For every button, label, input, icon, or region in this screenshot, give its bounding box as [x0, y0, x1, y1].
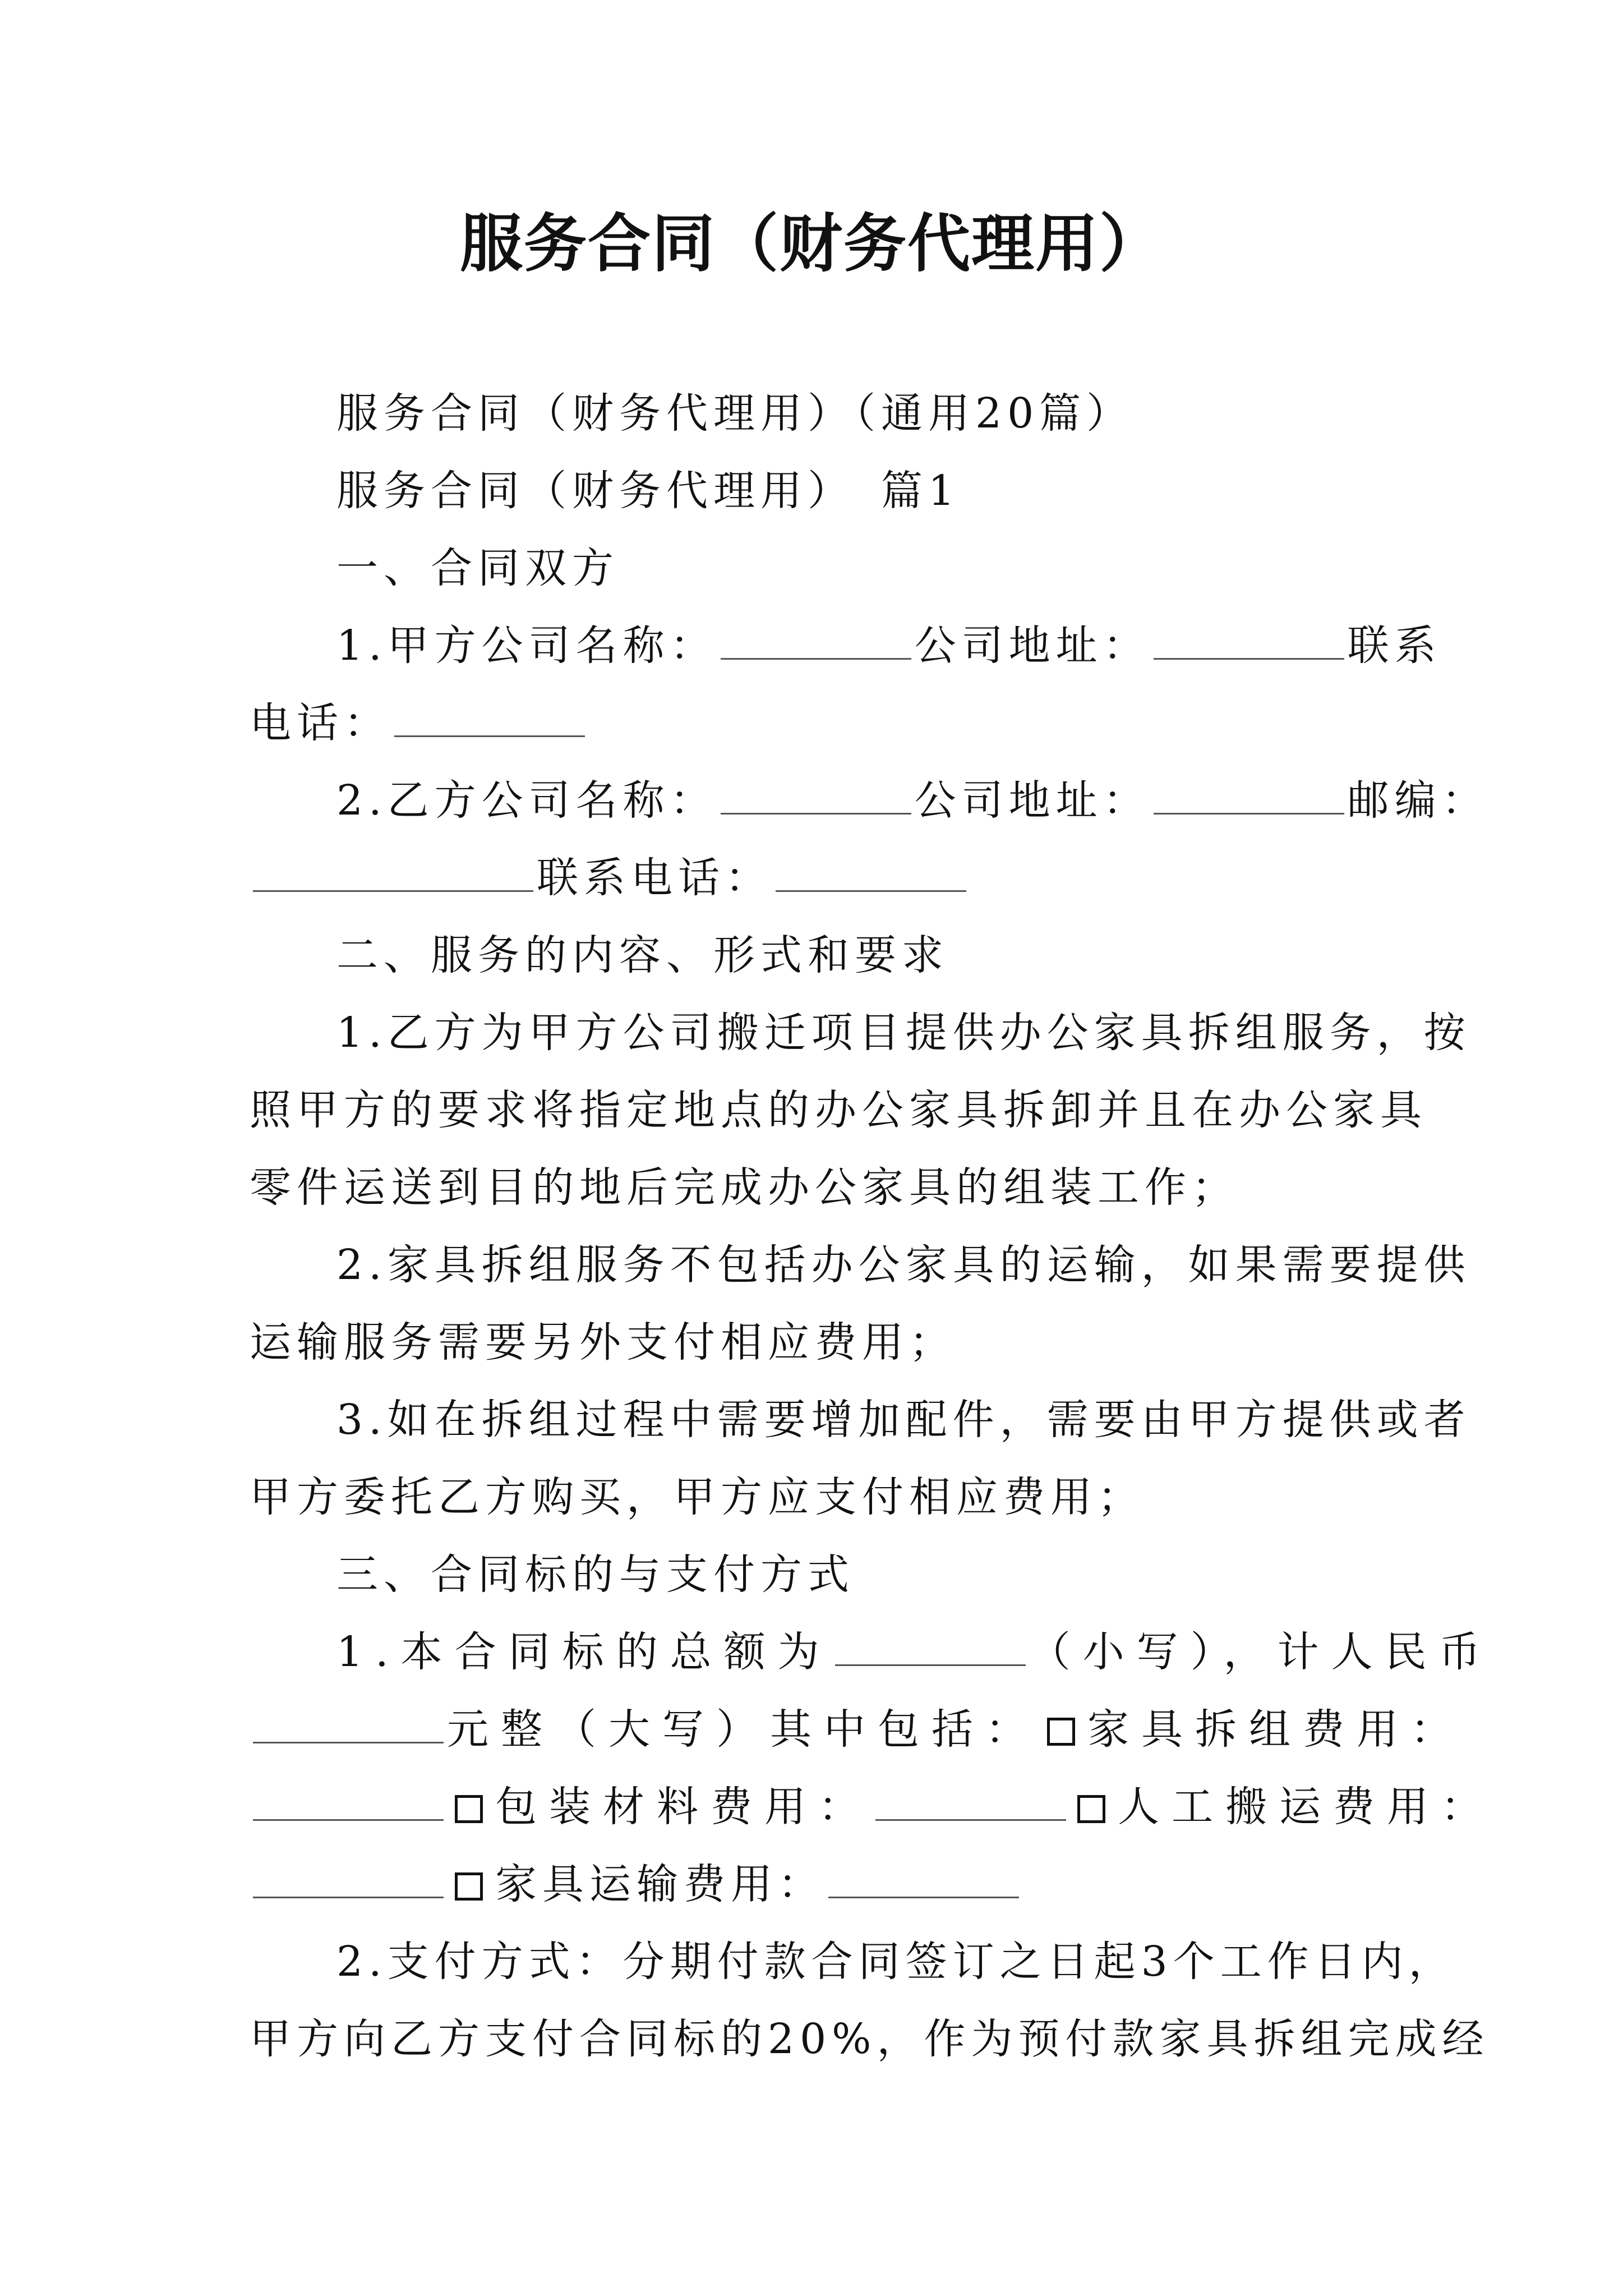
section-2-item-1-line-3: 零件运送到目的地后完成办公家具的组装工作；: [250, 1163, 1239, 1212]
fee-line-3: [250, 1846, 1394, 1923]
party-a-phone-label-part2: 电话：: [250, 699, 391, 747]
fee-3-label: 人工搬运费用：: [1118, 1783, 1495, 1831]
party-b-address-blank: [1154, 771, 1344, 815]
payment-line-2: 甲方向乙方支付合同标的20%，作为预付款家具拆组完成经: [250, 2015, 1490, 2063]
section-1-heading: 一、合同双方: [336, 544, 619, 592]
section-2-item-2-line-2: 运输服务需要另外支付相应费用；: [250, 1318, 956, 1366]
section-2-item-1-line-1: 1.乙方为甲方公司搬迁项目提供办公家具拆组服务，按: [336, 1009, 1471, 1057]
section-2-item-3-line-2: 甲方委托乙方购买，甲方应支付相应费用；: [250, 1473, 1145, 1521]
amount-suffix: （小写），计人民币: [1029, 1628, 1493, 1676]
fee-2-blank: [875, 1778, 1066, 1821]
party-b-name-label: 2.乙方公司名称：: [336, 776, 717, 825]
amount-figures-blank: [835, 1623, 1026, 1666]
amount-words-label: 元整（大写）其中包括：: [447, 1705, 1039, 1754]
fee-1-label: 家具拆组费用：: [1087, 1705, 1464, 1754]
amount-words-blank: [253, 1700, 444, 1743]
fee-1-blank: [253, 1778, 444, 1821]
party-b-postcode-blank: [253, 849, 533, 892]
party-a-phone-line: [250, 684, 1394, 762]
party-a-name-blank: [721, 616, 911, 660]
amount-line: [250, 1613, 1493, 1691]
fee-2-checkbox[interactable]: [455, 1795, 483, 1823]
party-a-phone-blank: [394, 694, 585, 737]
amount-words-line: [250, 1691, 1464, 1768]
party-b-postcode-label: 邮编：: [1347, 776, 1489, 825]
party-a-line: [250, 607, 1481, 684]
fee-1-checkbox[interactable]: [1047, 1718, 1075, 1746]
party-b-phone-blank: [776, 849, 966, 892]
party-a-address-label: 公司地址：: [914, 622, 1150, 670]
fee-4-checkbox[interactable]: [455, 1872, 483, 1901]
fee-2-label: 包装材料费用：: [495, 1783, 872, 1831]
amount-prefix: 1.本合同标的总额为: [336, 1628, 832, 1676]
fee-4-blank: [828, 1855, 1019, 1898]
collection-title: 服务合同（财务代理用）（通用20篇）: [336, 389, 1134, 438]
party-b-postcode-line: [250, 839, 1394, 917]
party-b-line: [250, 762, 1489, 839]
section-2-item-2-line-1: 2.家具拆组服务不包括办公家具的运输，如果需要提供: [336, 1241, 1471, 1289]
party-a-address-blank: [1154, 616, 1344, 660]
section-2-item-3-line-1: 3.如在拆组过程中需要增加配件，需要由甲方提供或者: [336, 1396, 1471, 1444]
party-a-phone-label-part1: 联系: [1347, 622, 1442, 670]
payment-line-1: 2.支付方式：分期付款合同签订之日起3个工作日内，: [336, 1938, 1456, 1986]
section-3-heading: 三、合同标的与支付方式: [336, 1550, 855, 1599]
fee-3-checkbox[interactable]: [1077, 1795, 1105, 1823]
document-title: 服务合同（财务代理用）: [460, 208, 1163, 280]
party-b-name-blank: [721, 771, 911, 815]
section-2-item-1-line-2: 照甲方的要求将指定地点的办公家具拆卸并且在办公家具: [250, 1086, 1427, 1134]
party-b-phone-label: 联系电话：: [537, 854, 772, 902]
fee-3-blank: [253, 1855, 444, 1898]
party-b-address-label: 公司地址：: [914, 776, 1150, 825]
section-2-heading: 二、服务的内容、形式和要求: [336, 931, 949, 979]
fee-line-2: [250, 1768, 1495, 1846]
fee-4-label: 家具运输费用：: [495, 1860, 825, 1908]
part-heading: 服务合同（财务代理用） 篇1: [336, 467, 961, 515]
party-a-name-label: 1.甲方公司名称：: [336, 622, 717, 670]
